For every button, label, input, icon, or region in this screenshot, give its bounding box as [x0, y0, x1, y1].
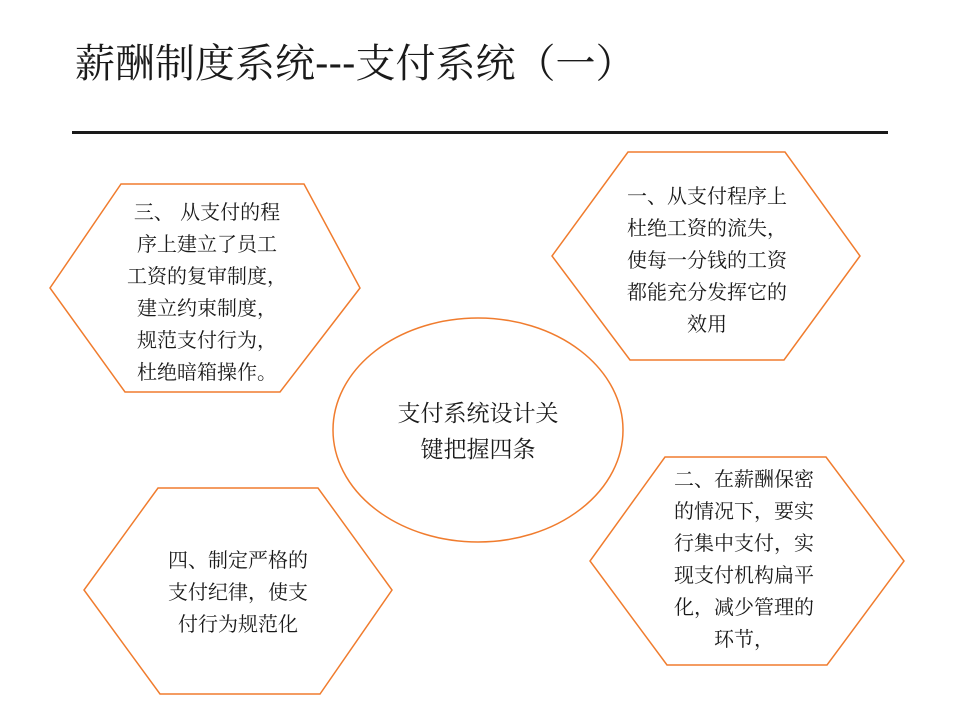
item-two-line: 化，减少管理的 — [674, 595, 814, 619]
item-one-text — [595, 180, 819, 340]
item-four-line: 付行为规范化 — [178, 612, 298, 636]
item-one-line: 使每一分钱的工资 — [627, 248, 787, 272]
item-three-line: 三、 从支付的程 — [133, 200, 281, 224]
item-three-line: 工资的复审制度， — [127, 264, 287, 288]
item-three-line: 建立约束制度， — [137, 296, 277, 320]
item-four-text — [126, 544, 350, 640]
item-two-line: 现支付机构扁平 — [674, 563, 814, 587]
item-one-line: 都能充分发挥它的 — [627, 280, 787, 304]
item-four-line: 四、制定严格的 — [168, 548, 308, 572]
item-two-line: 的情况下，要实 — [674, 499, 814, 523]
slide-title: 薪酬制度系统---支付系统（一） — [75, 41, 636, 87]
item-one-line: 一、从支付程序上 — [627, 184, 787, 208]
item-three-text — [95, 196, 319, 388]
item-two-line: 二、在薪酬保密 — [674, 467, 814, 491]
item-one-line: 杜绝工资的流失， — [627, 216, 787, 240]
center-text — [358, 396, 598, 468]
item-four-line: 支付纪律，使支 — [168, 580, 308, 604]
center-line: 键把握四条 — [420, 437, 536, 463]
item-three-line: 规范支付行为， — [137, 328, 277, 352]
item-two-text — [632, 463, 856, 655]
item-one-line: 效用 — [687, 312, 727, 336]
item-two-line: 环节， — [714, 627, 774, 651]
center-line: 支付系统设计关 — [397, 401, 559, 427]
item-three-line: 序上建立了员工 — [137, 232, 277, 256]
item-three-line: 杜绝暗箱操作。 — [137, 360, 277, 384]
item-two-line: 行集中支付，实 — [674, 531, 814, 555]
